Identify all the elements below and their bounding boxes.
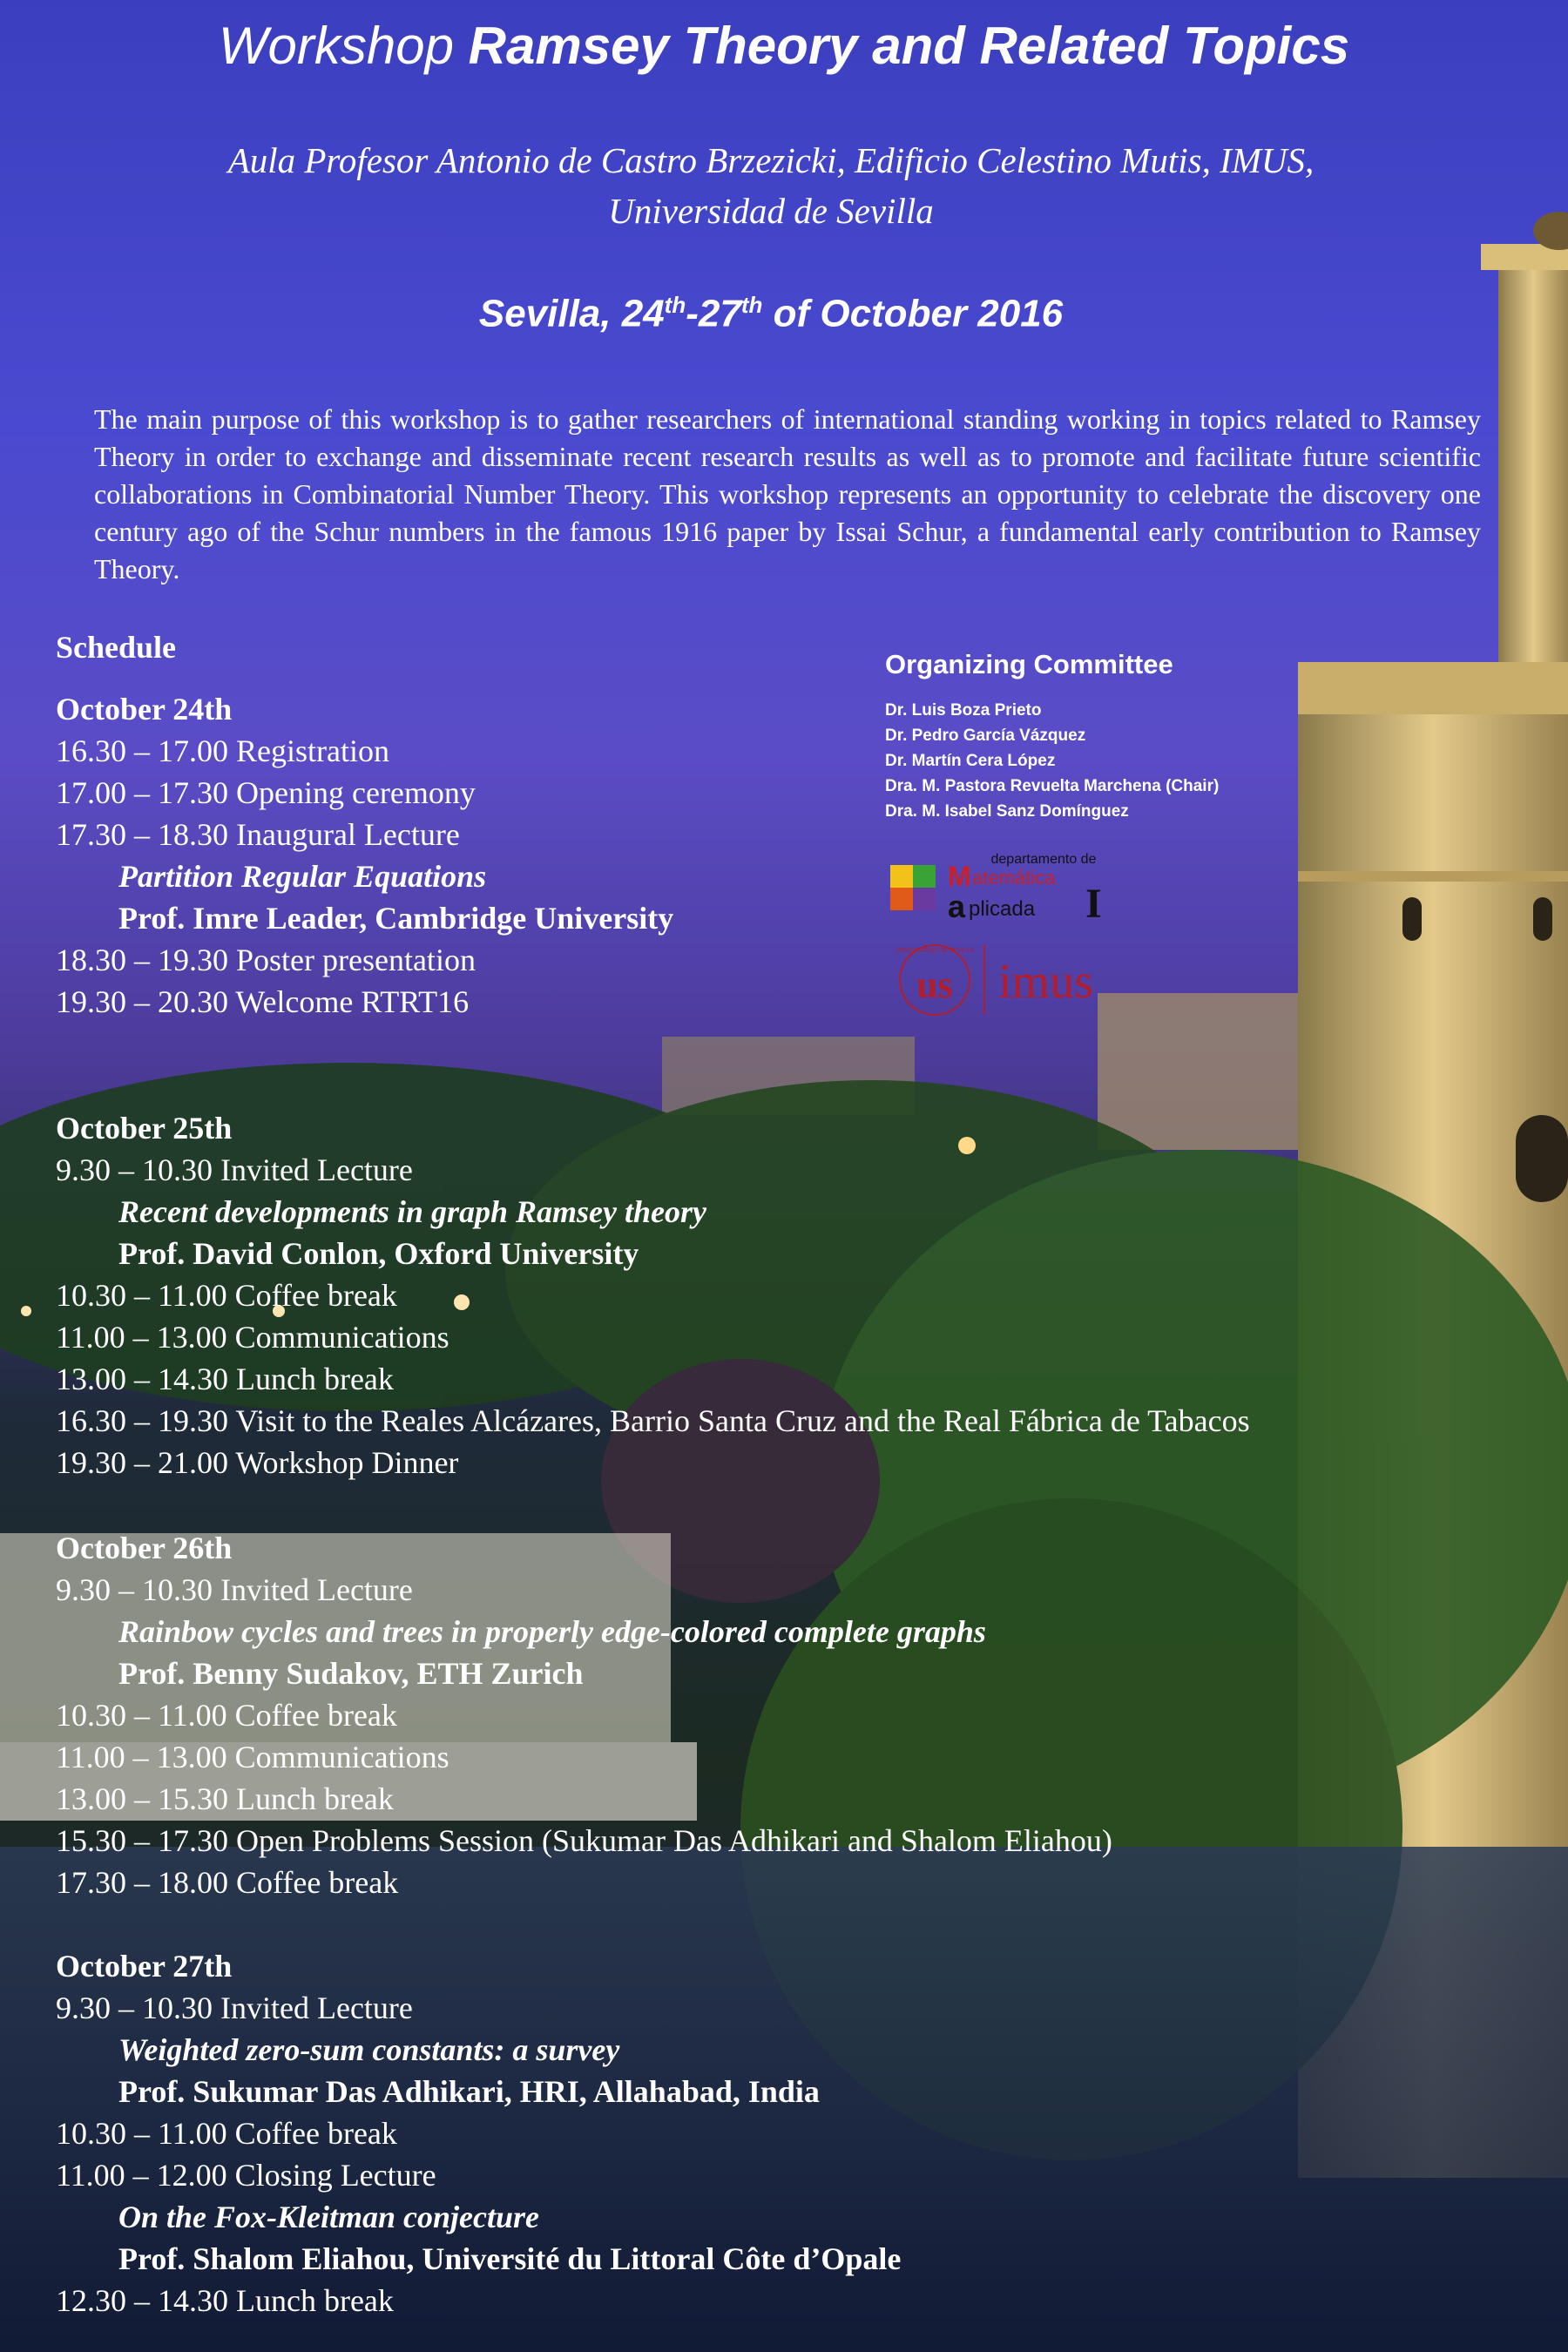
lecture-speaker: Prof. Sukumar Das Adhikari, HRI, Allahabad, India [118,2074,820,2109]
schedule-item: 10.30 – 11.00 Coffee break [56,1698,397,1733]
schedule-item: 10.30 – 11.00 Coffee break [56,2116,397,2151]
schedule-item: 13.00 – 15.30 Lunch break [56,1781,394,1816]
dept-m-letter: M [948,861,971,892]
schedule-item: 9.30 – 10.30 Invited Lecture [56,1990,413,2025]
lecture-title: Rainbow cycles and trees in properly edge-colored complete graphs [118,1614,986,1649]
committee-member: Dr. Luis Boza Prieto [885,701,1042,720]
dept-line-2: plicada [969,897,1036,921]
date-sup-1: th [664,292,686,318]
day-date: October 26th [56,1531,233,1565]
lecture-title: Weighted zero-sum constants: a survey [118,2032,620,2067]
us-monogram: us [916,963,953,1006]
dept-a-letter: a [948,889,966,924]
schedule-item: 16.30 – 17.00 Registration [56,733,389,768]
day-date: October 24th [56,692,233,727]
schedule-day-2 [56,1107,1250,1484]
committee-member: Dra. M. Isabel Sanz Domínguez [885,802,1129,821]
day-date: October 27th [56,1949,233,1984]
schedule-item: 9.30 – 10.30 Invited Lecture [56,1572,413,1607]
page-title [0,16,1568,76]
lecture-speaker: Prof. Benny Sudakov, ETH Zurich [118,1656,584,1691]
schedule-item: 18.30 – 19.30 Poster presentation [56,943,476,977]
lecture-title: On the Fox-Kleitman conjecture [118,2200,540,2234]
schedule-day-3 [56,1527,1112,1903]
schedule-item: 9.30 – 10.30 Invited Lecture [56,1152,413,1187]
schedule-item: 17.00 – 17.30 Opening ceremony [56,775,476,810]
imus-wordmark: imus [998,955,1093,1009]
committee-member: Dra. M. Pastora Revuelta Marchena (Chair) [885,777,1220,795]
venue-line-2: Universidad de Sevilla [608,191,934,231]
venue-line-1: Aula Profesor Antonio de Castro Brzezicki, Edificio Celestino Mutis, IMUS, [227,140,1315,180]
schedule-day-1 [56,688,673,1023]
date-end: -27 [686,292,741,335]
schedule-item: 19.30 – 21.00 Workshop Dinner [56,1445,459,1480]
schedule-heading: Schedule [56,630,177,665]
dept-roman-one: I [1085,881,1102,927]
committee-member: Dr. Martín Cera López [885,752,1056,770]
day-date: October 25th [56,1111,233,1146]
schedule-item: 11.00 – 12.00 Closing Lecture [56,2158,436,2193]
dept-small-label: departamento de [990,852,1097,867]
schedule-item: 15.30 – 17.30 Open Problems Session (Sukumar Das Adhikari and Shalom Eliahou) [56,1823,1112,1858]
schedule-item: 17.30 – 18.30 Inaugural Lecture [56,817,460,852]
us-imus-logo [887,936,1131,1024]
schedule-item: 19.30 – 20.30 Welcome RTRT16 [56,984,470,1019]
schedule-item: 13.00 – 14.30 Lunch break [56,1362,394,1396]
committee-member: Dr. Pedro García Vázquez [885,727,1086,745]
date-start: Sevilla, 24 [478,292,665,335]
schedule-item: 12.30 – 14.30 Lunch break [56,2283,394,2318]
lecture-speaker: Prof. Shalom Eliahou, Université du Littoral Côte d’Opale [118,2241,902,2276]
schedule-item: 10.30 – 11.00 Coffee break [56,1278,397,1313]
schedule-day-4 [56,1945,901,2322]
lecture-title: Partition Regular Equations [118,859,487,894]
us-ring-text: UNIVERSIDAD DE SEVILLA [896,948,974,954]
schedule-item: 11.00 – 13.00 Communications [56,1320,449,1355]
intro-paragraph: The main purpose of this workshop is to gather researchers of international standing working in topics related to Ramsey Theory in order to exchange and disseminate recent research results as well as to promote and facilitate future scientific collaborations in Combinatorial Number Theory. This workshop represents an opportunity to celebrate the discovery one century ago of the Schur numbers in the famous 1916 paper by Issai Schur, a fundamental early contribution to Ramsey Theory. [94,403,1481,585]
dept-line-1: atemática [972,867,1056,889]
date-month: of October 2016 [762,292,1064,335]
matematica-aplicada-logo [887,849,1122,928]
date-sup-2: th [740,292,763,318]
schedule-item: 11.00 – 13.00 Communications [56,1740,449,1774]
lecture-speaker: Prof. Imre Leader, Cambridge University [118,901,674,936]
event-dates [0,292,1542,336]
title-prefix: Workshop [218,17,454,75]
organizing-committee [885,649,1219,824]
venue [0,135,1542,236]
schedule-item: 16.30 – 19.30 Visit to the Reales Alcázares, Barrio Santa Cruz and the Real Fábrica de Tabacos [56,1403,1250,1438]
title-main: Ramsey Theory and Related Topics [468,17,1350,75]
schedule-item: 17.30 – 18.00 Coffee break [56,1865,399,1900]
lecture-speaker: Prof. David Conlon, Oxford University [118,1236,639,1271]
committee-title: Organizing Committee [885,649,1173,679]
lecture-title: Recent developments in graph Ramsey theory [118,1194,706,1229]
